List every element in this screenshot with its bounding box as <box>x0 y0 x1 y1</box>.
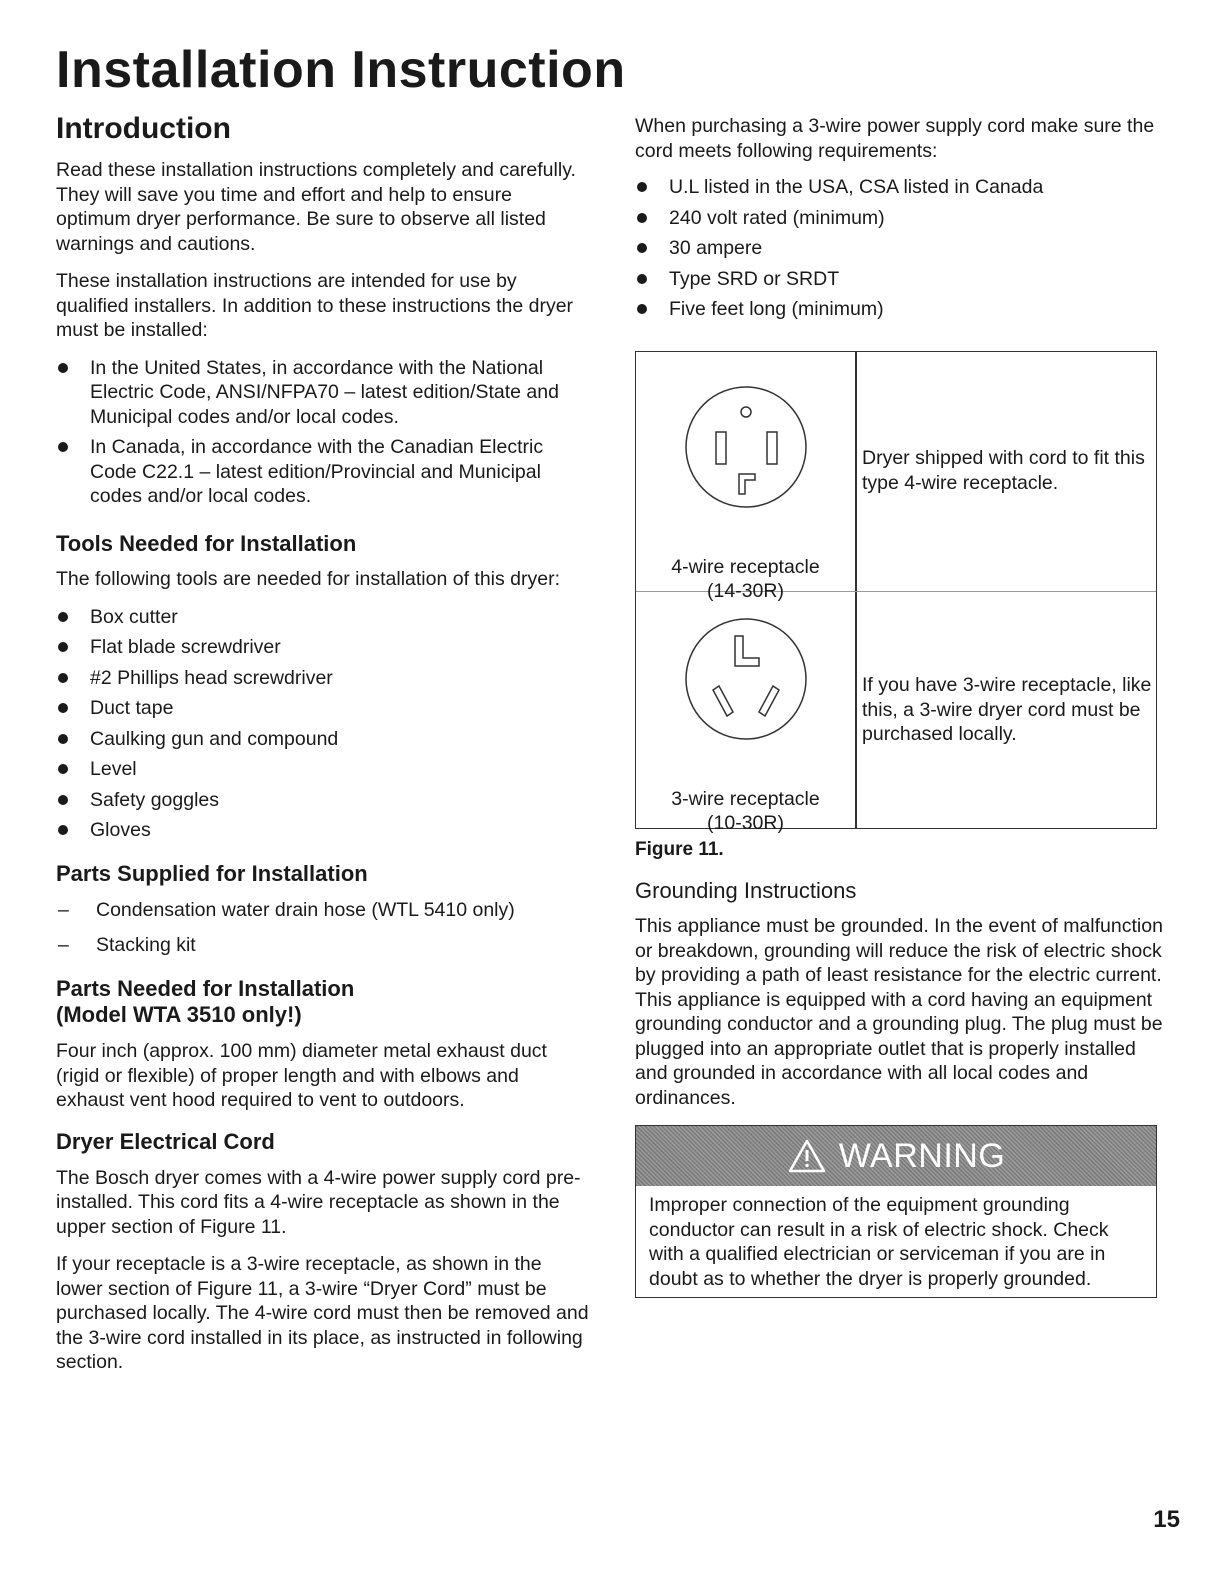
dryer-cord-heading: Dryer Electrical Cord <box>56 1128 275 1154</box>
list-item: In Canada, in accordance with the Canadian Electric Code C22.1 – latest edition/Provincial and Municipal codes and/or local codes. <box>56 435 591 509</box>
figure-divider <box>855 352 857 828</box>
list-item: 30 ampere <box>635 236 1170 261</box>
figure-cell-3-wire <box>636 614 855 835</box>
page-number: 15 <box>1153 1506 1180 1533</box>
bullet-icon <box>637 243 647 253</box>
parts-supplied-list <box>56 898 591 958</box>
list-item: 240 volt rated (minimum) <box>635 206 1170 231</box>
bullet-icon <box>637 182 647 192</box>
requirements-intro: When purchasing a 3-wire power supply cord make sure the cord meets following requirements: <box>635 115 1155 162</box>
tools-intro: The following tools are needed for installation of this dryer: <box>56 568 561 591</box>
3-wire-receptacle-icon <box>681 614 811 744</box>
list-item: Level <box>56 757 591 782</box>
list-item: – Condensation water drain hose (WTL 5410 only) <box>58 898 515 921</box>
installation-codes-list <box>56 356 591 509</box>
figure-caption: 4-wire receptacle (14-30R) <box>671 556 820 602</box>
parts-supplied-heading: Parts Supplied for Installation <box>56 860 368 886</box>
list-item: Gloves <box>56 818 591 843</box>
bullet-icon <box>58 703 68 713</box>
bullet-icon <box>58 795 68 805</box>
bullet-icon <box>637 213 647 223</box>
left-column <box>56 112 591 1388</box>
figure-description-4-wire: Dryer shipped with cord to fit this type 4-wire receptacle. <box>862 447 1145 494</box>
figure-label: Figure 11. <box>635 839 724 860</box>
bullet-icon <box>637 304 647 314</box>
tools-heading: Tools Needed for Installation <box>56 530 357 556</box>
list-item: Five feet long (minimum) <box>635 297 1170 322</box>
bullet-icon <box>58 642 68 652</box>
figure-description-3-wire: If you have 3-wire receptacle, like this, a 3-wire dryer cord must be purchased locally. <box>862 674 1152 745</box>
warning-title: WARNING <box>838 1136 1006 1175</box>
bullet-icon <box>58 825 68 835</box>
bullet-icon <box>58 442 68 452</box>
list-item: Box cutter <box>56 605 591 630</box>
warning-box <box>635 1125 1157 1298</box>
requirements-list <box>635 175 1170 322</box>
grounding-section <box>635 878 1165 1123</box>
warning-triangle-icon <box>787 1138 827 1174</box>
list-item: Flat blade screwdriver <box>56 635 591 660</box>
figure-caption: 3-wire receptacle (10-30R) <box>671 788 820 834</box>
cord-paragraph: If your receptacle is a 3-wire receptacle, as shown in the lower section of Figure 11, a 3-wire “Dryer Cord” must be purchased locally. The 4-wire cord must then be removed and the 3-wire cord installed in its place, as instructed in following section. <box>56 1253 589 1374</box>
grounding-heading: Grounding Instructions <box>635 878 857 903</box>
cord-paragraph: The Bosch dryer comes with a 4-wire power supply cord pre-installed. This cord fits a 4-wire receptacle as shown in the upper section of Figure 11. <box>56 1166 581 1238</box>
warning-text: Improper connection of the equipment grounding conductor can result in a risk of electric shock. Check with a qualified electrician or serviceman if you are in doubt as to whether the dryer is properly grounded. <box>649 1194 1109 1290</box>
figure-cell-4-wire <box>636 382 855 603</box>
bullet-icon <box>58 612 68 622</box>
right-column <box>635 114 1170 336</box>
bullet-icon <box>58 673 68 683</box>
introduction-heading: Introduction <box>56 112 231 145</box>
bullet-icon <box>58 363 68 373</box>
tools-list <box>56 605 591 843</box>
bullet-icon <box>637 274 647 284</box>
list-item: Duct tape <box>56 696 591 721</box>
4-wire-receptacle-icon <box>681 382 811 512</box>
list-item: Caulking gun and compound <box>56 727 591 752</box>
intro-paragraph: Read these installation instructions completely and carefully. They will save you time and effort and help to ensure optimum dryer performance. Be sure to observe all listed warnings and cautions. <box>56 159 576 255</box>
list-item: U.L listed in the USA, CSA listed in Canada <box>635 175 1170 200</box>
grounding-text: This appliance must be grounded. In the event of malfunction or breakdown, grounding will reduce the risk of electric shock by providing a path of least resistance for the electric current. This appliance is equipped with a cord having an equipment grounding conductor and a grounding plug. The plug must be plugged into an appropriate outlet that is properly installed and grounded in accordance with all local codes and ordinances. <box>635 915 1163 1109</box>
intro-paragraph: These installation instructions are intended for use by qualified installers. In addition to these instructions the dryer must be installed: <box>56 270 574 341</box>
parts-needed-text: Four inch (approx. 100 mm) diameter metal exhaust duct (rigid or flexible) of proper length and with elbows and exhaust vent hood required to vent to outdoors. <box>56 1040 547 1112</box>
page-title: Installation Instruction <box>56 41 626 99</box>
warning-header <box>636 1126 1156 1186</box>
parts-needed-heading: Parts Needed for Installation (Model WTA 3510 only!) <box>56 975 355 1028</box>
list-item: Type SRD or SRDT <box>635 267 1170 292</box>
bullet-icon <box>58 734 68 744</box>
list-item: #2 Phillips head screwdriver <box>56 666 591 691</box>
bullet-icon <box>58 764 68 774</box>
receptacle-figure <box>635 351 1157 834</box>
list-item: – Stacking kit <box>58 934 196 957</box>
list-item: Safety goggles <box>56 788 591 813</box>
list-item: In the United States, in accordance with the National Electric Code, ANSI/NFPA70 – latest edition/State and Municipal codes and/or local codes. <box>56 356 591 430</box>
